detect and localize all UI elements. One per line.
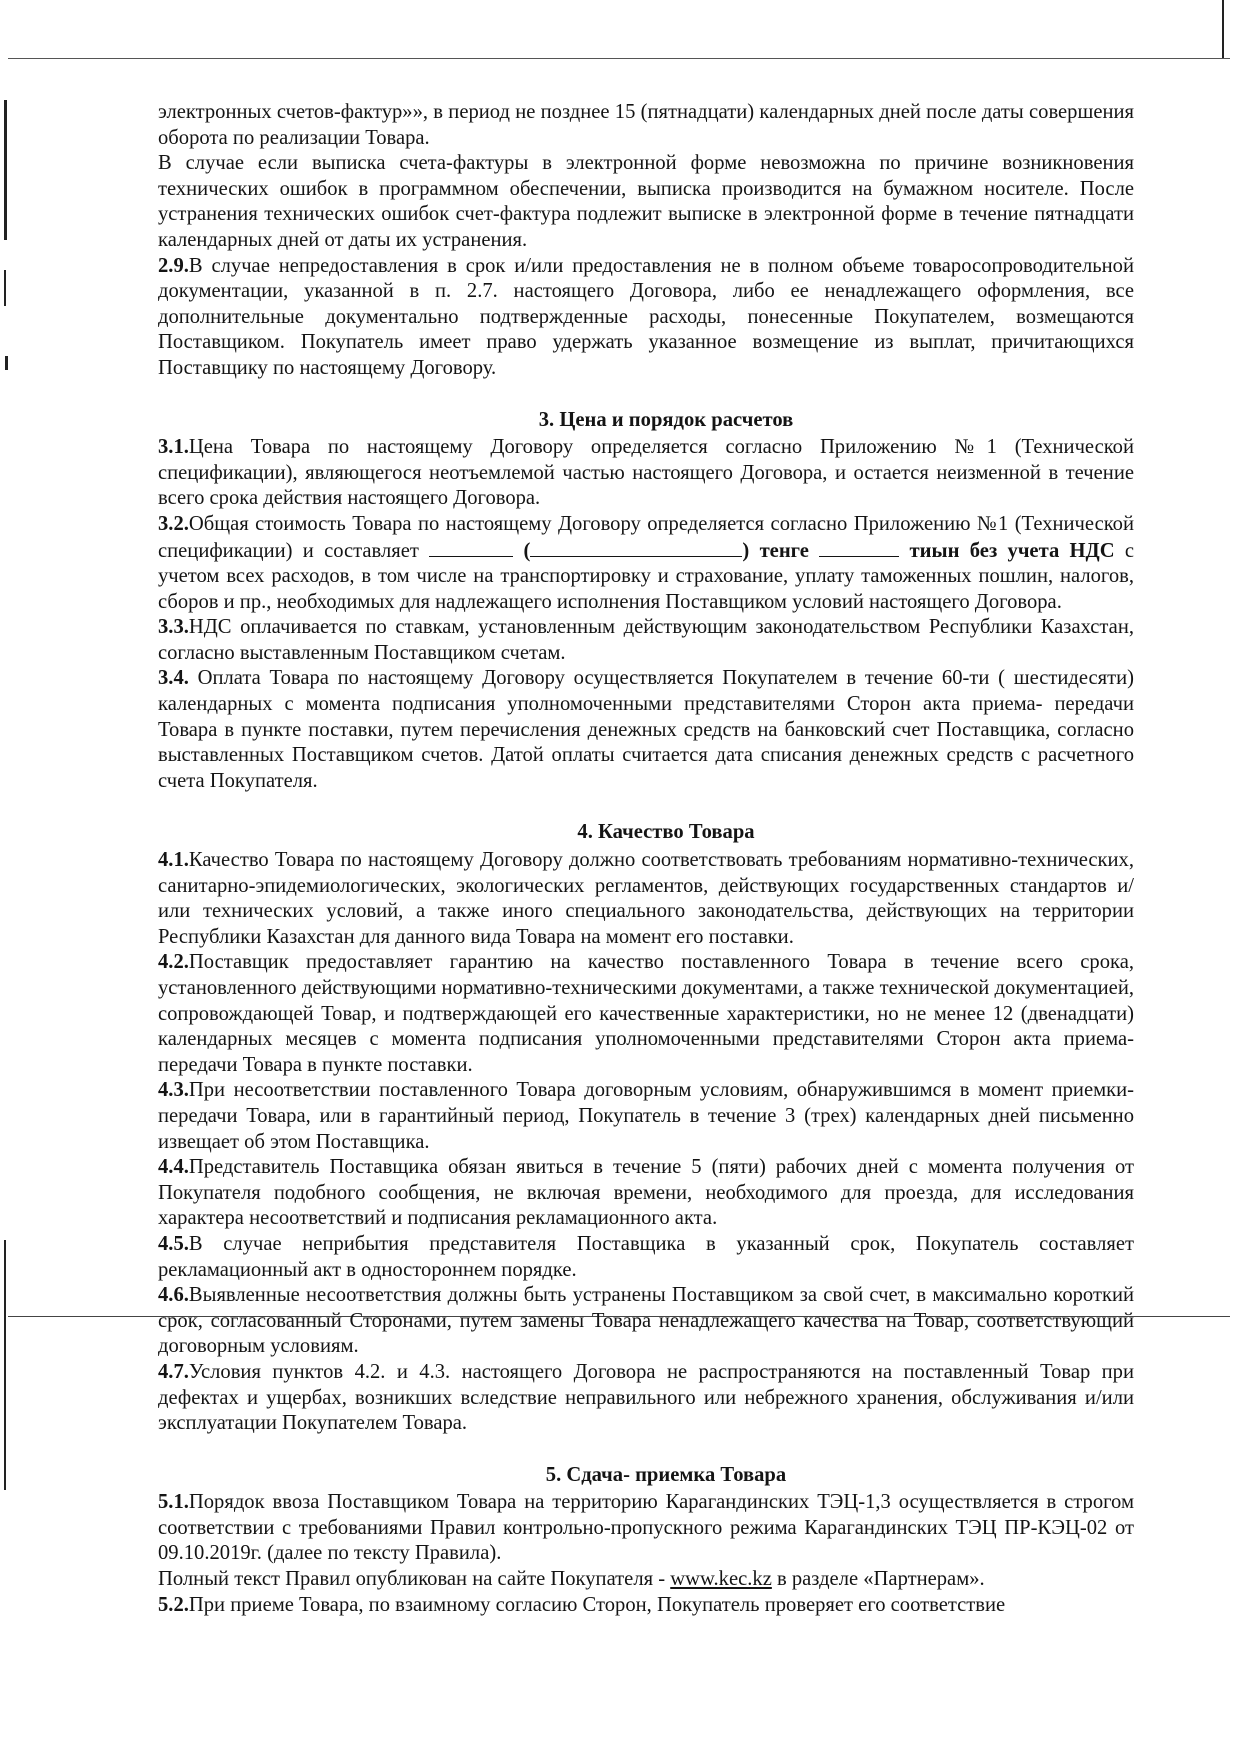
clause-number: 4.2. <box>158 951 189 974</box>
clause-number: 4.7. <box>158 1360 189 1383</box>
clause-text: В случае непредоставления в срок и/или предоставления не в полном объеме товаросопроводительной документации, указанной в п. 2.7. настоящего Договора, либо ее ненадлежащего оформления, все дополнительные документально подтвержденные расходы, понесенные Покупателем, возмещаются Поставщиком. Покупатель имеет право удержать указанное возмещение из выплат, причитающихся Поставщику по настоящему Договору. <box>158 254 1134 379</box>
clause-text: Выявленные несоответствия должны быть устранены Поставщиком за свой счет, в максимально короткий срок, согласованный Сторонами, путем замены Товара ненадлежащего качества на Товар, соответствующий договорным условиям. <box>158 1284 1134 1358</box>
clause-3-2 <box>158 512 1134 615</box>
clause-5-2 <box>158 1593 1134 1619</box>
clause-3-3 <box>158 615 1134 666</box>
clause-number: 2.9. <box>158 254 189 277</box>
clause-text: Цена Товара по настоящему Договору определяется согласно Приложению №1 (Технической спецификации), являющегося неотъемлемой частью настоящего Договора, и остается неизменной в течение всего срока действия настоящего Договора. <box>158 436 1134 510</box>
clause-text: При приеме Товара, по взаимному согласию Сторон, Покупатель проверяет его соответствие <box>188 1593 1006 1616</box>
scan-artifact <box>4 270 6 306</box>
tiyn-label: тиын <box>909 539 960 562</box>
amount-blank <box>429 538 513 557</box>
clause-text-continued: с учетом всех расходов, в том числе на транспортировку и страхование, уплату таможенных пошлин, налогов, сборов и пр., необходимых для надлежащего исполнения Поставщиком условий настоящего Договора. <box>158 539 1135 613</box>
kec-website-link[interactable]: www.kec.kz <box>670 1568 772 1591</box>
clause-number: 3.1. <box>158 436 189 459</box>
clause-text: В случае неприбытия представителя Поставщика в указанный срок, Покупатель составляет рекламационный акт в одностороннем порядке. <box>158 1232 1134 1281</box>
tenge-label: тенге <box>759 539 809 562</box>
clause-number: 5.1. <box>158 1491 189 1514</box>
section-3-heading: 3. Цена и порядок расчетов <box>538 408 794 431</box>
clause-2-9 <box>158 254 1134 382</box>
clause-text: Общая стоимость Товара по настоящему Договору определяется согласно Приложению №1 (Технической спецификации) и составляет <box>158 512 1134 562</box>
clause-4-2 <box>158 950 1134 1078</box>
paragraph-intro-2: В случае если выписка счета-фактуры в электронной форме невозможна по причине возникновения технических ошибок в программном обеспечении, выписка производится на бумажном носителе. После устранения технических ошибок счет-фактура подлежит выписке в электронной форме в течение пятнадцати календарных дней от даты их устранения. <box>158 152 1134 251</box>
open-paren: ( <box>523 539 531 562</box>
clause-4-3 <box>158 1078 1134 1155</box>
clause-number: 4.5. <box>158 1232 189 1255</box>
clause-4-1 <box>158 848 1134 950</box>
close-paren: ) <box>742 539 750 562</box>
clause-text: НДС оплачивается по ставкам, установленным действующим законодательством Республики Казахстан, согласно выставленным Поставщиком счетам. <box>158 616 1134 664</box>
clause-text: Оплата Товара по настоящему Договору осуществляется Покупателем в течение 60-ти ( шестидесяти) календарных с момента подписания уполномоченными представителями Сторон акта приема- передачи Товара в пункте поставки, путем перечисления денежных средств на банковский счет Поставщика, согласно выставленных Поставщиком счетов. Датой оплаты считается дата списания денежных средств с расчетного счета Покупателя. <box>158 667 1135 792</box>
clause-text: Поставщик предоставляет гарантию на качество поставленного Товара в течение всего срока, установленного действующими нормативно-техническими документами, а также технической документацией, сопровождающей Товар, и подтверждающей его качественные характеристики, но не менее 12 (двенадцати) календарных месяцев с момента подписания уполномоченными представителями Сторон акта приема-передачи Товара в пункте поставки. <box>158 951 1134 1076</box>
clause-text: При несоответствии поставленного Товара договорным условиям, обнаружившимся в момент приемки-передачи Товара, или в гарантийный период, Покупатель в течение 3 (трех) календарных дней письменно извещает об этом Поставщика. <box>158 1079 1134 1153</box>
clause-number: 4.6. <box>158 1284 189 1307</box>
clause-number: 3.2. <box>158 512 189 535</box>
clause-4-6 <box>158 1283 1134 1360</box>
scan-artifact <box>1222 0 1224 58</box>
clause-4-4 <box>158 1155 1134 1232</box>
clause-text: Условия пунктов 4.2. и 4.3. настоящего Договора не распространяются на поставленный Товар при дефектах и ущербах, возникших вследствие неправильного или небрежного хранения, обслуживания и/или эксплуатации Покупателем Товара. <box>158 1360 1134 1435</box>
clause-5-1 <box>158 1490 1134 1567</box>
clause-text: Представитель Поставщика обязан явиться в течение 5 (пяти) рабочих дней с момента получения от Покупателя подобного сообщения, не включая времени, необходимого для проезда, для исследования характера несоответствий и подписания рекламационного акта. <box>158 1156 1134 1230</box>
clause-number: 4.3. <box>158 1079 189 1102</box>
website-note-section: в разделе «Партнерам». <box>777 1568 985 1591</box>
clause-3-1 <box>158 435 1134 512</box>
vat-note: без учета НДС <box>969 539 1115 562</box>
clause-number: 4.4. <box>158 1156 189 1179</box>
clause-text: Качество Товара по настоящему Договору должно соответствовать требованиям нормативно-технических, санитарно-эпидемиологических, экологических регламентов, действующих государственных стандартов и/или технических условий, а также иного специального законодательства, действующих на территории Республики Казахстан для данного вида Товара на момент его поставки. <box>158 849 1134 948</box>
scan-artifact <box>4 100 7 240</box>
clause-3-4 <box>158 666 1134 794</box>
clause-text: Порядок ввоза Поставщиком Товара на территорию Карагандинских ТЭЦ-1,3 осуществляется в строгом соответствии с требованиями Правил контрольно-пропускного режима Карагандинских ТЭЦ ПР-КЭЦ-02 от 09.10.2019г. (далее по тексту Правила). <box>158 1491 1134 1565</box>
clause-number: 5.2. <box>158 1593 189 1616</box>
amount-words-blank <box>530 538 742 557</box>
clause-number: 4.1. <box>158 849 189 872</box>
scan-artifact <box>4 1240 6 1490</box>
page-top-rule <box>8 58 1230 59</box>
document-body <box>158 100 1134 1618</box>
website-note-text: Полный текст Правил опубликован на сайте Покупателя - <box>158 1568 666 1591</box>
clause-number: 3.3. <box>158 616 189 639</box>
clause-number: 3.4. <box>158 667 189 690</box>
paragraph-intro-1: электронных счетов-фактур»», в период не позднее 15 (пятнадцати) календарных дней после даты совершения оборота по реализации Товара. <box>158 101 1134 149</box>
clause-4-7 <box>158 1360 1134 1437</box>
tiyn-blank <box>819 538 899 557</box>
section-5-heading: 5. Сдача- приемка Товара <box>545 1463 787 1486</box>
clause-4-5 <box>158 1232 1134 1283</box>
rules-website-note <box>158 1567 1134 1593</box>
section-4-heading: 4. Качество Товара <box>577 821 755 844</box>
scan-artifact <box>5 356 8 370</box>
